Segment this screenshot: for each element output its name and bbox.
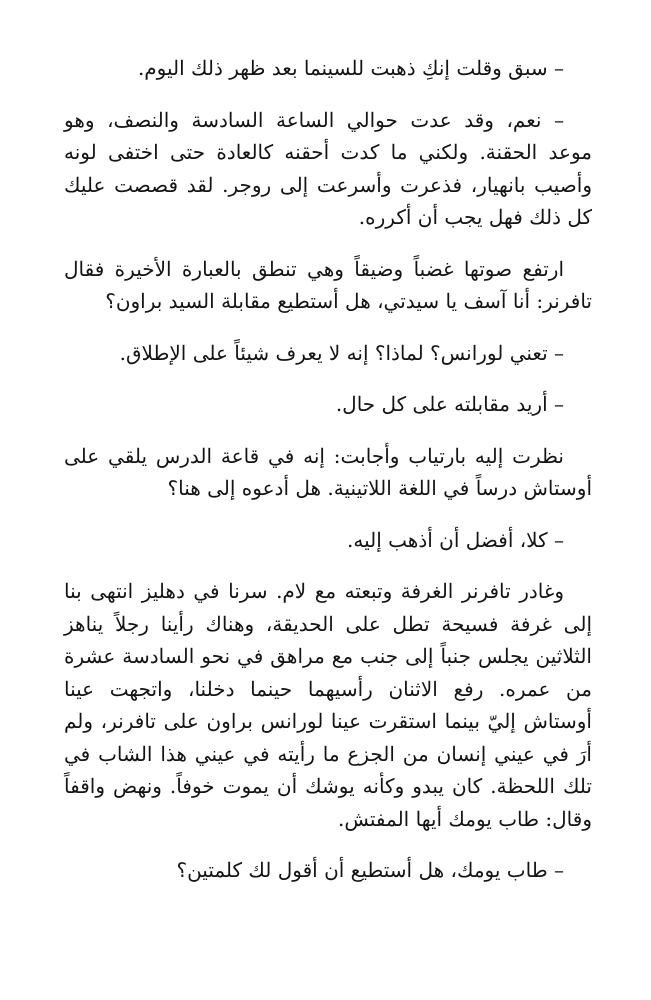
paragraph-4: – تعني لورانس؟ لماذا؟ إنه لا يعرف شيئاً على الإطلاق. [119,340,564,365]
paragraph-1: – سبق وقلت إنكِ ذهبت للسينما بعد ظهر ذلك اليوم. [137,56,564,80]
paragraph-6: نظرت إليه بارتياب وأجابت: إنه في قاعة الدرس يلقي على أوستاش درساً في اللغة اللاتينية. هل أدعوه إلى هنا؟ [64,443,592,500]
paragraph-5: – أريد مقابلته على كل حال. [335,392,564,416]
book-page [64,52,592,887]
paragraph-7: – كلا، أفضل أن أذهب إليه. [347,527,564,552]
paragraph-2: – نعم، وقد عدت حوالي الساعة السادسة والنصف، وهو موعد الحقنة. ولكني ما كدت أحقنه كالعادة حتى اختفى لونه وأصيب بانهيار، فذعرت وأسرعت إلى روجر. لقد قصصت عليك كل ذلك فهل يجب أن أكرره. [64,107,592,229]
paragraph-9: – طاب يومك، هل أستطيع أن أقول لك كلمتين؟ [176,858,564,882]
paragraph-3: ارتفع صوتها غضباً وضيقاً وهي تنطق بالعبارة الأخيرة فقال تافرنر: أنا آسف يا سيدتي، هل أستطيع مقابلة السيد براون؟ [64,256,592,313]
paragraph-8: وغادر تافرنر الغرفة وتبعته مع لام. سرنا في دهليز انتهى بنا إلى غرفة فسيحة تطل على الحديقة، وهناك رأينا رجلاً يناهز الثلاثين يجلس جنباً إلى جنب مع مراهق في نحو السادسة عشرة من عمره. رفع الاثنان رأسيهما حينما دخلنا، واتجهت عينا أوستاش إليّ بينما استقرت عينا لورانس براون على تافرنر، ولم أرَ في عيني إنسان من الجزع ما رأيته في عيني هذا الشاب في تلك اللحظة. كان يبدو وكأنه يوشك أن يموت خوفاً. ونهض واقفاً وقال: طاب يومك أيها المفتش. [64,579,592,831]
